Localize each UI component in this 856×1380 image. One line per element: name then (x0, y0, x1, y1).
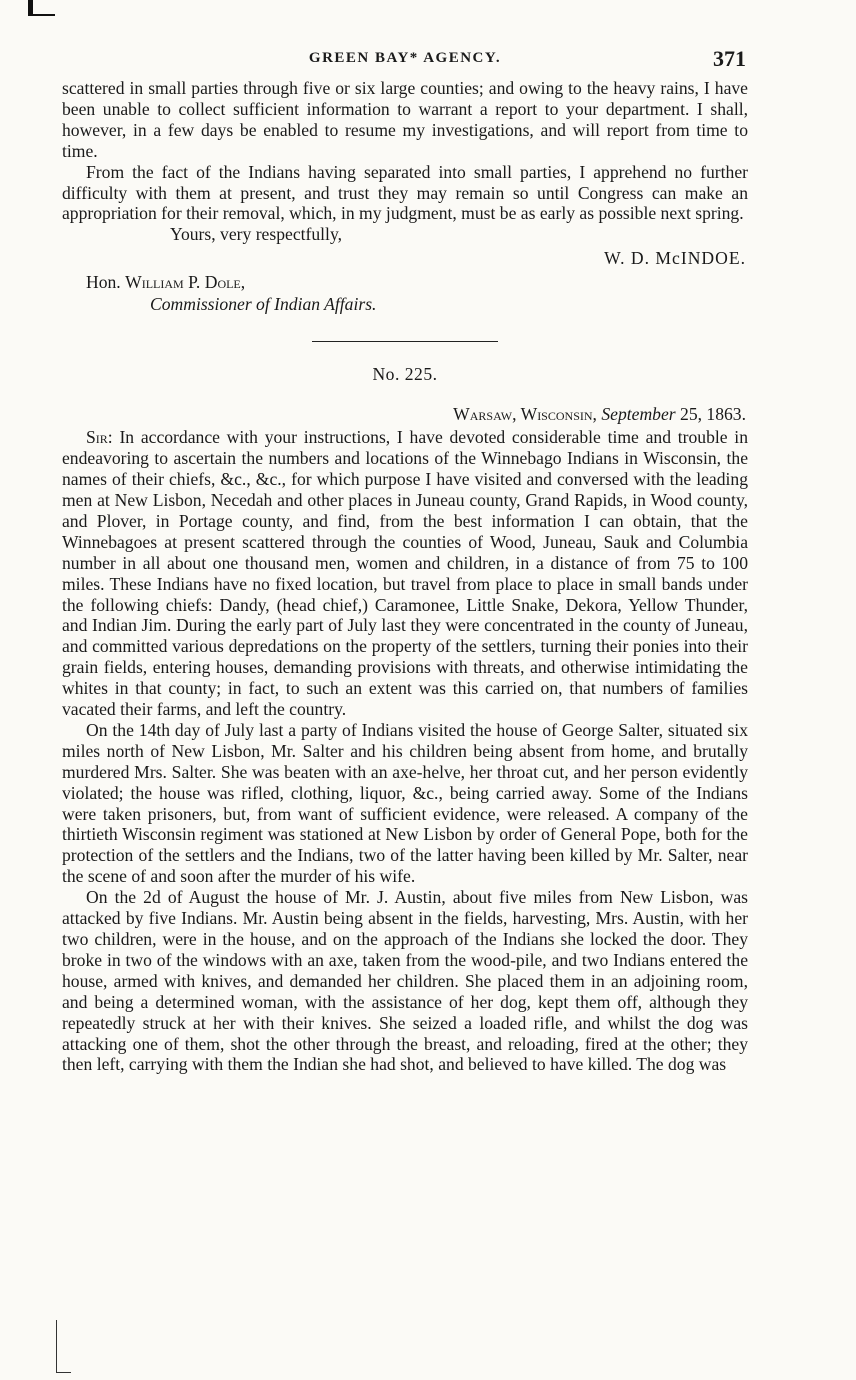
addressee-prefix: Hon. (86, 272, 121, 293)
dateline-rest: 25, 1863. (680, 404, 746, 425)
dateline-place: Warsaw, Wisconsin, (453, 404, 597, 425)
body-paragraph: On the 14th day of July last a party of Indians visited the house of George Salter, situated six miles north of New Lisbon, Mr. Salter and his children being absent from home, and brutally murdered Mrs. Salter. She was beaten with an axe-helve, her throat cut, and her person evidently violated; the house was rifled, clothing, liquor, &c., being carried away. Some of the Indians were taken prisoners, but, from want of sufficient evidence, were released. A company of the thirtieth Wisconsin regiment was stationed at New Lisbon by order of General Pope, both for the protection of the settlers and the Indians, two of the latter having been killed by Mr. Salter, near the scene of and soon after the murder of his wife. (62, 719, 748, 887)
letter-signature: W. D. McINDOE. (604, 248, 746, 269)
letter-addressee (62, 271, 748, 293)
page-number: 371 (713, 46, 746, 71)
running-head (62, 44, 748, 78)
document-body (62, 427, 748, 1075)
body-paragraph (62, 427, 748, 720)
body-paragraph-text: In accordance with your instructions, I have devoted considerable time and trouble in endeavoring to ascertain the numbers and locations of the Winnebago Indians in Wisconsin, the names of their chiefs, &c., &c., for which purpose I have visited and conversed with the leading men at New Lisbon, Necedah and other places in Juneau county, Grand Rapids, in Wood county, and Plover, in Portage county, and find, from the best information I can obtain, that the Winnebagoes at present scattered through the counties of Wood, Juneau, Sauk and Columbia number in all about one thousand men, women and children, in a distance of from 75 to 100 miles. These Indians have no fixed location, but travel from place to place in small bands under the following chiefs: Dandy, (head chief,) Caramonee, Little Snake, Dekora, Yellow Thunder, and Indian Jim. During the early part of July last they were concentrated in the county of Juneau, and committed various depredations on the property of the settlers, turning their ponies into their grain fields, entering houses, demanding provisions with threats, and otherwise intimidating the whites in that county; in fact, to such an extent was this carried on, that numbers of families vacated their farms, and left the country. (62, 427, 748, 720)
document-number: No. 225. (372, 364, 438, 385)
letter-paragraph: scattered in small parties through five or six large counties; and owing to the heavy rains, I have been unable to collect sufficient information to warrant a report to your department. I shall, however, in a few days be enabled to resume my investigations, and will report from time to time. (62, 78, 748, 161)
letter-closing: Yours, very respectfully, (170, 224, 343, 245)
scan-margin-mark (56, 1320, 71, 1373)
document-page (62, 44, 748, 1075)
previous-letter (62, 78, 748, 315)
addressee-name: William P. Dole, (125, 272, 246, 293)
running-title: GREEN BAY* AGENCY. (308, 50, 502, 66)
dateline-date: September (601, 404, 676, 425)
salutation: Sir: (86, 427, 113, 448)
letter-paragraph: From the fact of the Indians having separated into small parties, I apprehend no further difficulty with them at present, and trust they may remain so until Congress can make an appropriation for their removal, which, in my judgment, must be as early as possible next spring. (62, 161, 748, 224)
section-divider (312, 341, 498, 342)
addressee-role: Commissioner of Indian Affairs. (150, 294, 377, 315)
dateline (62, 403, 748, 425)
scan-corner-mark (28, 0, 55, 16)
body-paragraph: On the 2d of August the house of Mr. J. Austin, about five miles from New Lisbon, was attacked by five Indians. Mr. Austin being absent in the fields, harvesting, Mrs. Austin, with her two children, were in the house, and on the approach of the Indians she locked the door. They broke in two of the windows with an axe, taken from the wood-pile, and two Indians entered the house, armed with knives, and demanded her children. She placed them in an adjoining room, and being a determined woman, with the assistance of her dog, kept them off, although they repeatedly struck at her with their knives. She seized a loaded rifle, and whilst the dog was attacking one of them, shot the other through the breast, and reloading, fired at the other; they then left, carrying with them the Indian she had shot, and believed to have killed. The dog was (62, 887, 748, 1075)
